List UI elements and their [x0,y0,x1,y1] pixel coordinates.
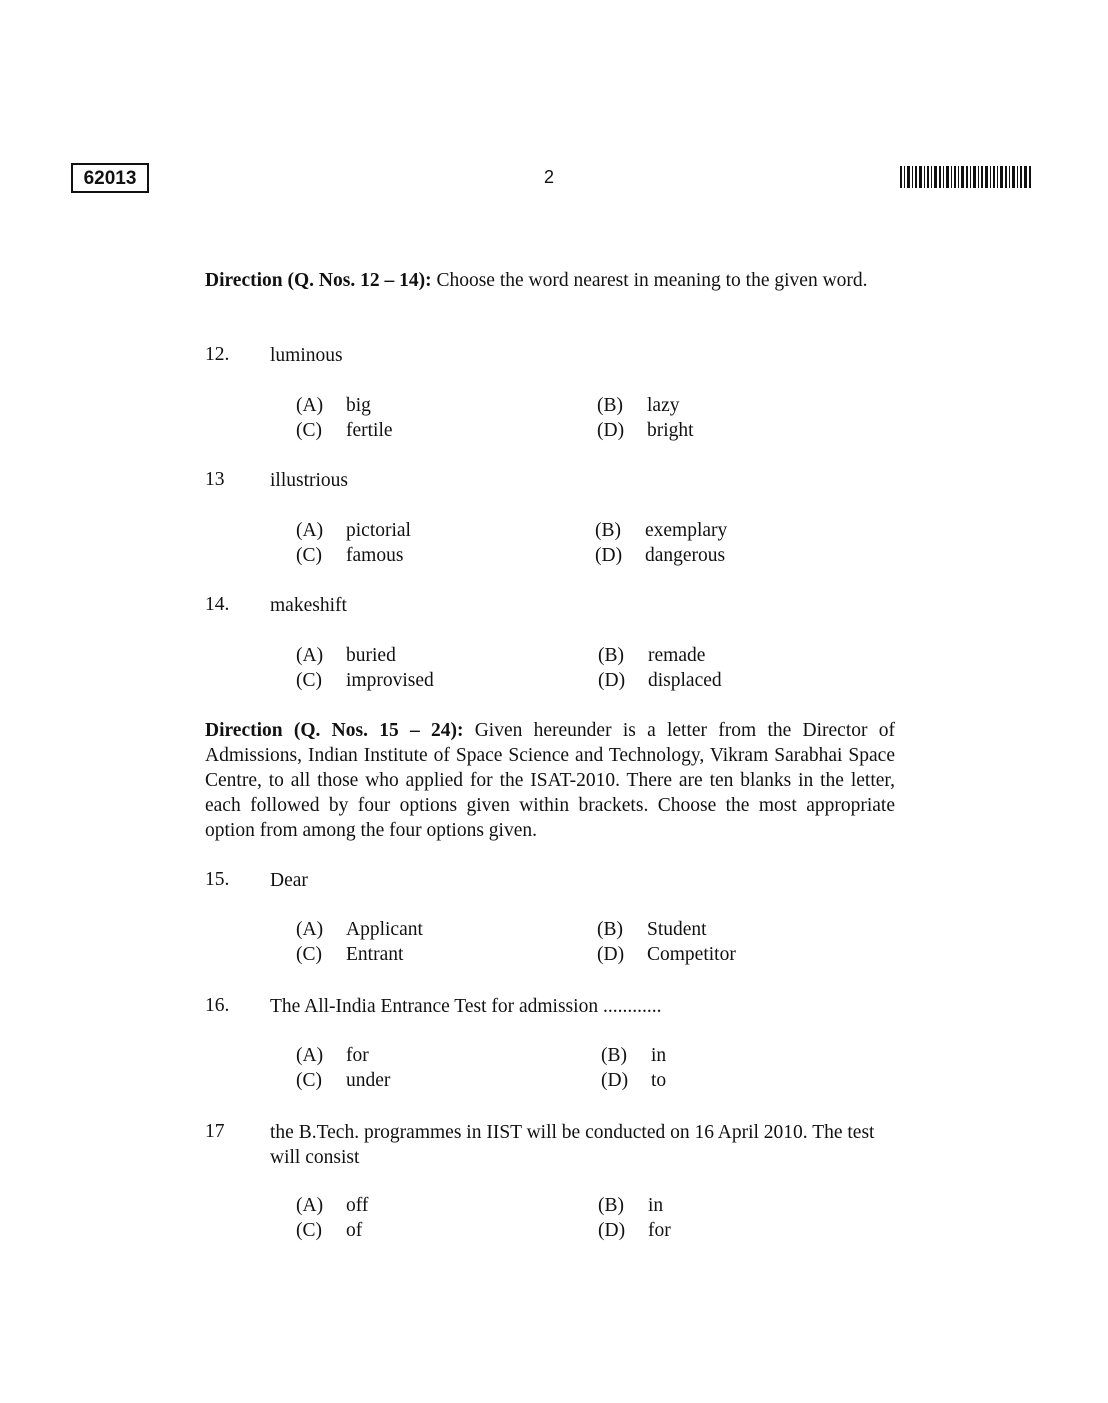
option-text: in [648,1195,664,1216]
option-label: (B) [597,919,623,940]
option-text: for [346,1045,369,1066]
option-b [601,1044,666,1068]
option-label: (D) [601,1070,629,1091]
question-number: 16. [205,995,230,1016]
option-text: displaced [648,670,722,691]
option-text: in [651,1045,667,1066]
question-text: The All-India Entrance Test for admission ............ [270,996,662,1017]
question-text: illustrious [270,470,349,491]
option-label: (D) [597,420,625,441]
option-text: Student [647,919,707,940]
option-d [595,544,725,568]
option-text: fertile [346,420,393,441]
option-a [296,1044,369,1068]
option-text: Applicant [346,919,423,940]
question-number: 12. [205,344,230,365]
option-label: (B) [597,395,623,416]
option-a [296,519,411,543]
paper-code-box: 62013 [71,163,149,193]
option-text: pictorial [346,520,411,541]
option-d [598,669,722,693]
question-number: 14. [205,594,230,615]
option-text: under [346,1070,391,1091]
option-label: (A) [296,1195,324,1216]
option-label: (D) [598,1220,626,1241]
option-text: Entrant [346,944,404,965]
option-c [296,1219,362,1243]
option-label: (B) [598,645,624,666]
direction-heading: Direction (Q. Nos. 12 – 14): [205,270,432,291]
question-text: makeshift [270,595,347,616]
option-text: buried [346,645,396,666]
option-d [597,419,694,443]
direction-text: Given hereunder is a letter from the Director of Admissions, Indian Institute of Space Science and Technology, Vikram Sarabhai Space Centre, to all those who applied for the ISAT-2010. There are ten blanks in the letter, each followed by four options given within brackets. Choose the most appropriate option from among the four options given. [205,720,895,841]
question-text: luminous [270,345,343,366]
option-label: (C) [296,545,322,566]
option-a [296,394,371,418]
option-d [597,943,736,967]
direction-heading: Direction (Q. Nos. 15 – 24): [205,720,464,741]
option-text: improvised [346,670,434,691]
option-label: (D) [598,670,626,691]
option-label: (A) [296,395,324,416]
option-label: (A) [296,1045,324,1066]
option-text: of [346,1220,363,1241]
barcode [900,166,1032,188]
option-label: (D) [595,545,623,566]
option-text: dangerous [645,545,726,566]
option-c [296,419,393,443]
option-c [296,544,403,568]
option-label: (B) [601,1045,627,1066]
option-text: exemplary [645,520,728,541]
option-text: Competitor [647,944,736,965]
question-number: 17 [205,1121,225,1142]
option-text: off [346,1195,369,1216]
option-label: (A) [296,520,324,541]
question-number: 15. [205,869,230,890]
option-label: (C) [296,670,322,691]
option-b [598,1194,663,1218]
option-b [598,644,705,668]
option-text: to [651,1070,667,1091]
direction-q15-24 [205,718,895,843]
option-text: for [648,1220,671,1241]
option-text: famous [346,545,404,566]
option-b [595,519,727,543]
option-text: bright [647,420,694,441]
option-c [296,669,434,693]
option-a [296,918,423,942]
option-text: remade [648,645,706,666]
option-d [601,1069,666,1093]
option-label: (C) [296,944,322,965]
option-b [597,394,679,418]
option-label: (A) [296,645,324,666]
question-text: Dear [270,870,308,891]
option-label: (B) [595,520,621,541]
option-label: (C) [296,1070,322,1091]
option-text: lazy [647,395,680,416]
option-a [296,1194,368,1218]
option-text: big [346,395,371,416]
option-c [296,1069,390,1093]
option-label: (A) [296,919,324,940]
option-d [598,1219,671,1243]
option-a [296,644,396,668]
option-c [296,943,403,967]
question-text: the B.Tech. programmes in IIST will be conducted on 16 April 2010. The test will consist [270,1122,875,1168]
option-label: (C) [296,420,322,441]
option-label: (B) [598,1195,624,1216]
option-label: (C) [296,1220,322,1241]
direction-text: Choose the word nearest in meaning to the given word. [431,270,868,291]
option-label: (D) [597,944,625,965]
question-number: 13 [205,469,225,490]
direction-q12-14 [205,268,895,293]
option-b [597,918,707,942]
page-number: 2 [543,167,554,187]
